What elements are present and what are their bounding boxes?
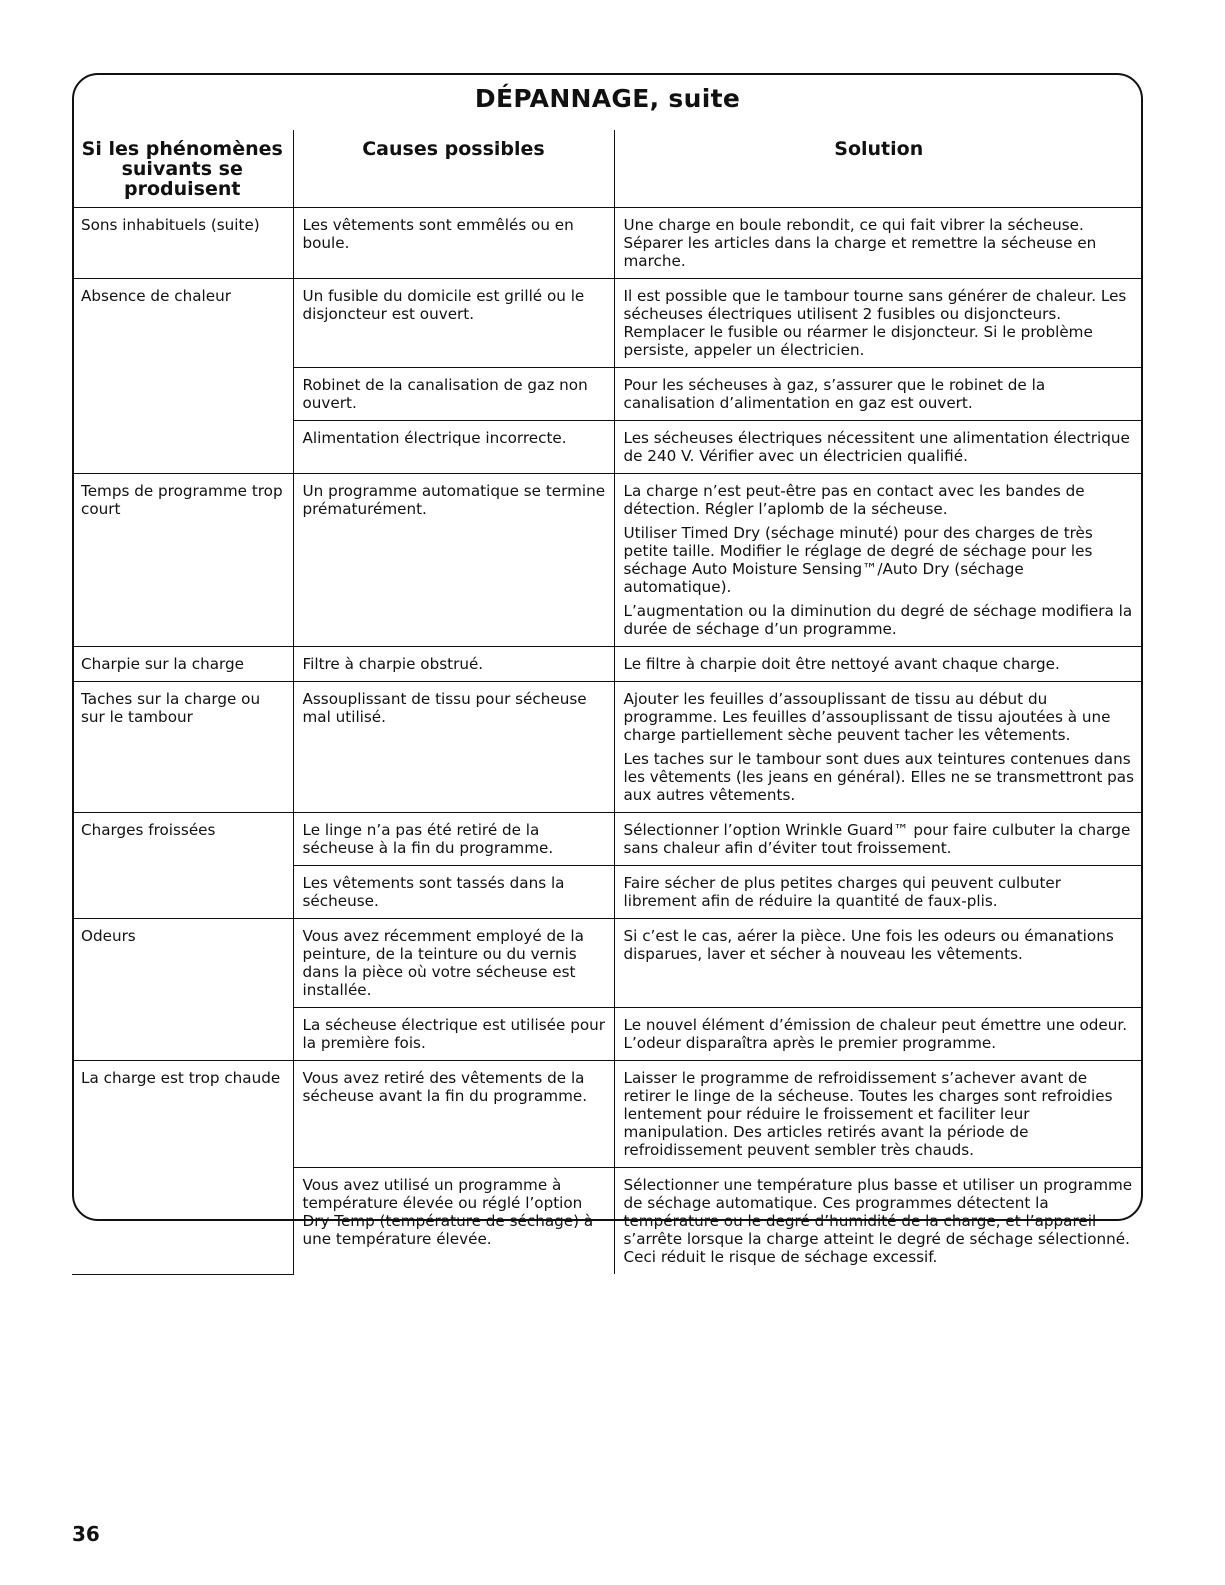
header-solution: Solution xyxy=(614,130,1143,208)
cause-cell: Les vêtements sont emmêlés ou en boule. xyxy=(293,208,614,279)
table-row xyxy=(72,1061,1143,1168)
solution-cell xyxy=(614,279,1143,368)
solution-text: Sélectionner l’option Wrinkle Guard™ pour faire culbuter la charge sans chaleur afin d’éviter tout froissement. xyxy=(623,821,1131,857)
solution-cell xyxy=(614,421,1143,474)
table-row xyxy=(72,919,1143,1008)
solution-text: Ajouter les feuilles d’assouplissant de tissu au début du programme. Les feuilles d’assouplissant de tissu ajoutées à une charge partiellement sèche peuvent tacher les vêtements. xyxy=(623,690,1111,744)
symptom-cell: Sons inhabituels (suite) xyxy=(72,208,293,279)
troubleshooting-table-wrapper xyxy=(72,130,1143,1275)
solution-text: Le nouvel élément d’émission de chaleur peut émettre une odeur. L’odeur disparaîtra après le premier programme. xyxy=(623,1016,1128,1052)
cause-cell: Vous avez retiré des vêtements de la sécheuse avant la fin du programme. xyxy=(293,1061,614,1168)
cause-cell: Alimentation électrique incorrecte. xyxy=(293,421,614,474)
solution-text: Sélectionner une température plus basse et utiliser un programme de séchage automatique. Ces programmes détectent la température ou le degré d’humidité de la charge, et l’appareil s’arrête lorsque la charge atteint le degré de séchage sélectionné. Ceci réduit le risque de séchage excessif. xyxy=(623,1176,1133,1266)
table-header-row xyxy=(72,130,1143,208)
cause-cell: Robinet de la canalisation de gaz non ouvert. xyxy=(293,368,614,421)
solution-cell xyxy=(614,813,1143,866)
cause-cell: Filtre à charpie obstrué. xyxy=(293,647,614,682)
table-row xyxy=(72,208,1143,279)
cause-cell: La sécheuse électrique est utilisée pour la première fois. xyxy=(293,1008,614,1061)
cause-cell: Un fusible du domicile est grillé ou le disjoncteur est ouvert. xyxy=(293,279,614,368)
solution-text: L’augmentation ou la diminution du degré de séchage modifiera la durée de séchage d’un programme. xyxy=(623,602,1133,638)
solution-text: Faire sécher de plus petites charges qui peuvent culbuter librement afin de réduire la quantité de faux-plis. xyxy=(623,874,1061,910)
cause-cell: Assouplissant de tissu pour sécheuse mal utilisé. xyxy=(293,682,614,813)
cause-cell: Les vêtements sont tassés dans la sécheuse. xyxy=(293,866,614,919)
solution-cell xyxy=(614,866,1143,919)
solution-text: Utiliser Timed Dry (séchage minuté) pour des charges de très petite taille. Modifier le réglage de degré de séchage pour les séchage Auto Moisture Sensing™/Auto Dry (séchage automatique). xyxy=(623,524,1093,596)
header-cause: Causes possibles xyxy=(293,130,614,208)
solution-cell xyxy=(614,647,1143,682)
cause-cell: Vous avez utilisé un programme à température élevée ou réglé l’option Dry Temp (température de séchage) à une température élevée. xyxy=(293,1168,614,1275)
table-row xyxy=(72,279,1143,368)
cause-cell: Le linge n’a pas été retiré de la sécheuse à la fin du programme. xyxy=(293,813,614,866)
page-title: DÉPANNAGE, suite xyxy=(474,84,741,113)
symptom-cell: Charpie sur la charge xyxy=(72,647,293,682)
solution-cell xyxy=(614,208,1143,279)
solution-text: Les sécheuses électriques nécessitent une alimentation électrique de 240 V. Vérifier avec un électricien qualifié. xyxy=(623,429,1130,465)
troubleshooting-table xyxy=(72,130,1143,1275)
table-row xyxy=(72,647,1143,682)
table-row xyxy=(72,813,1143,866)
cause-cell: Un programme automatique se termine prématurément. xyxy=(293,474,614,647)
symptom-cell: Odeurs xyxy=(72,919,293,1061)
table-row xyxy=(72,682,1143,813)
solution-text: Une charge en boule rebondit, ce qui fait vibrer la sécheuse. Séparer les articles dans la charge et remettre la sécheuse en marche. xyxy=(623,216,1097,270)
symptom-cell: Charges froissées xyxy=(72,813,293,919)
solution-cell xyxy=(614,1008,1143,1061)
solution-text: La charge n’est peut-être pas en contact avec les bandes de détection. Régler l’aplomb de la sécheuse. xyxy=(623,482,1085,518)
cause-cell: Vous avez récemment employé de la peinture, de la teinture ou du vernis dans la pièce où votre sécheuse est installée. xyxy=(293,919,614,1008)
solution-cell xyxy=(614,682,1143,813)
solution-text: Pour les sécheuses à gaz, s’assurer que le robinet de la canalisation d’alimentation en gaz est ouvert. xyxy=(623,376,1046,412)
symptom-cell: Taches sur la charge ou sur le tambour xyxy=(72,682,293,813)
header-symptom: Si les phénomènes suivants se produisent xyxy=(72,130,293,208)
symptom-cell: Temps de programme trop court xyxy=(72,474,293,647)
solution-text: Il est possible que le tambour tourne sans générer de chaleur. Les sécheuses électriques utilisent 2 fusibles ou disjoncteurs. Remplacer le fusible ou réarmer le disjoncteur. Si le problème persiste, appeler un électricien. xyxy=(623,287,1127,359)
solution-cell xyxy=(614,368,1143,421)
solution-text: Laisser le programme de refroidissement s’achever avant de retirer le linge de la sécheuse. Toutes les charges sont refroidies lentement pour réduire le froissement et faciliter leur manipulation. Des articles retirés avant la période de refroidissement peuvent sembler très chauds. xyxy=(623,1069,1113,1159)
solution-cell xyxy=(614,919,1143,1008)
solution-cell xyxy=(614,1061,1143,1168)
page-number: 36 xyxy=(72,1522,100,1546)
symptom-cell: Absence de chaleur xyxy=(72,279,293,474)
solution-cell xyxy=(614,474,1143,647)
solution-text: Les taches sur le tambour sont dues aux teintures contenues dans les vêtements (les jeans en général). Elles ne se transmettront pas aux autres vêtements. xyxy=(623,750,1135,804)
solution-text: Le filtre à charpie doit être nettoyé avant chaque charge. xyxy=(623,655,1060,673)
solution-text: Si c’est le cas, aérer la pièce. Une fois les odeurs ou émanations disparues, laver et sécher à nouveau les vêtements. xyxy=(623,927,1114,963)
symptom-cell: La charge est trop chaude xyxy=(72,1061,293,1275)
solution-cell xyxy=(614,1168,1143,1275)
table-row xyxy=(72,474,1143,647)
